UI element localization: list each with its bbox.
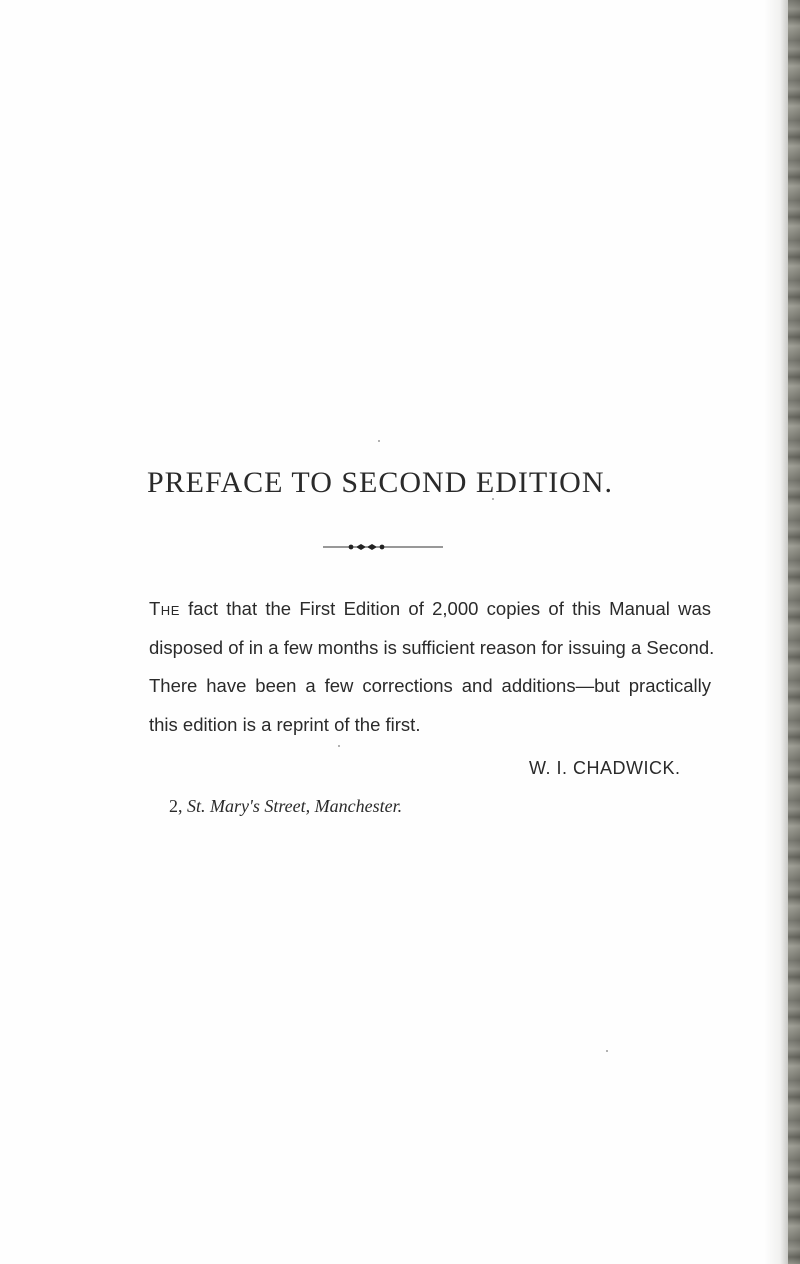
author-signature: W. I. CHADWICK. xyxy=(529,758,681,778)
ornamental-rule-icon xyxy=(323,541,443,553)
author-address xyxy=(169,796,402,817)
address-number: 2, xyxy=(169,796,183,816)
paper-speck xyxy=(338,745,340,747)
page-title: PREFACE TO SECOND EDITION. xyxy=(146,466,614,499)
paragraph-line-1-text: fact that the First Edition of 2,000 copies of this Manual was xyxy=(188,598,712,619)
preface-paragraph xyxy=(149,590,715,744)
paper-speck xyxy=(606,1050,608,1052)
paragraph-line: There have been a few corrections and additions—but practically xyxy=(149,675,711,696)
address-street: St. Mary's Street, Manchester. xyxy=(187,796,403,816)
paragraph-line xyxy=(149,590,711,629)
paper-speck xyxy=(378,440,380,442)
paragraph-line: this edition is a reprint of the first. xyxy=(149,713,421,735)
page-edge-strip xyxy=(788,0,800,1264)
page-edge-stain xyxy=(764,0,800,1264)
paragraph-line: disposed of in a few months is sufficient reason for issuing a Second. xyxy=(149,636,715,658)
lead-word: The xyxy=(149,598,180,619)
